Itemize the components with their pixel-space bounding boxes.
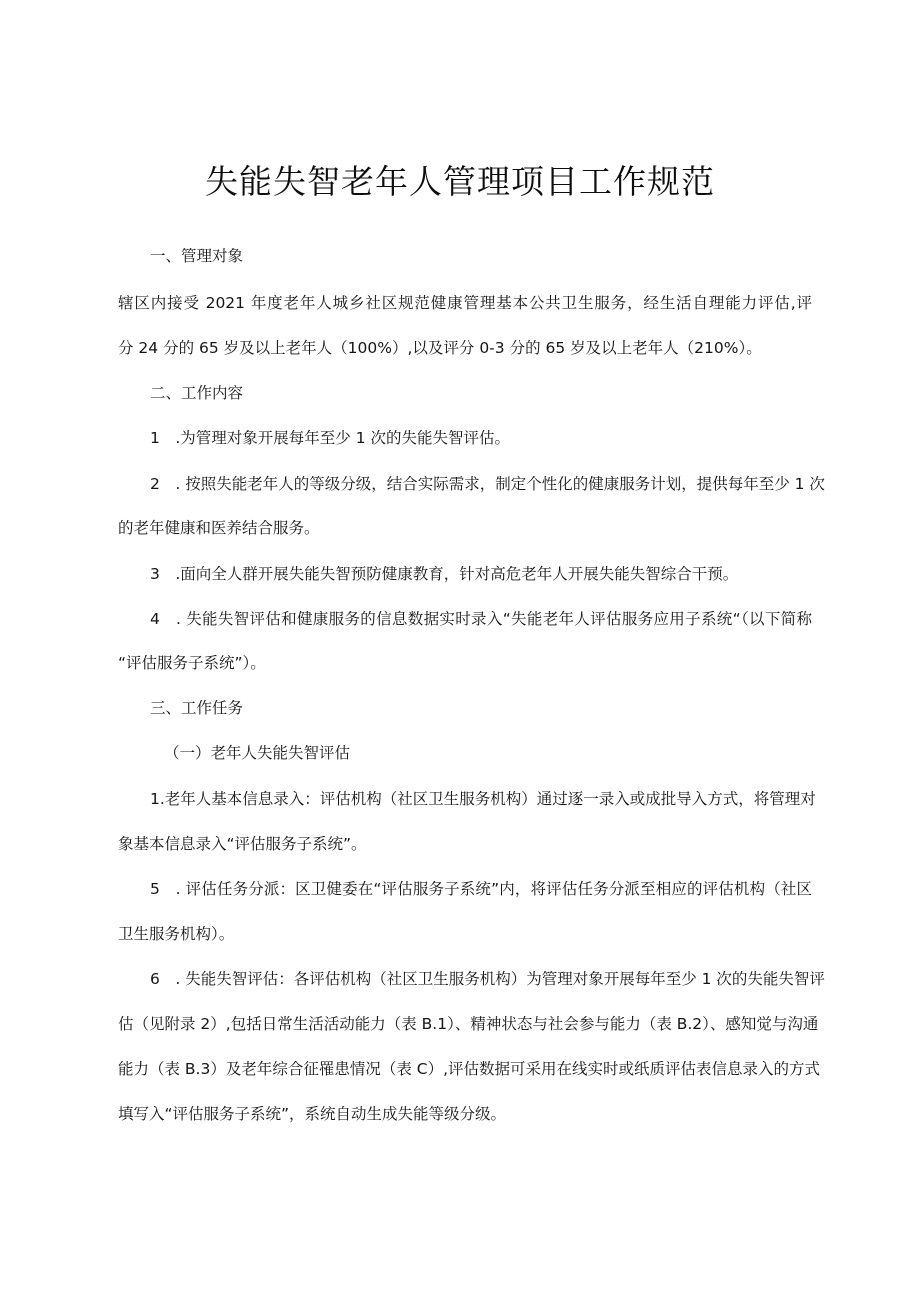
paragraph-line: 分 24 分的 65 岁及以上老年人（100%）,以及评分 0-3 分的 65 岁及以上老年人（210%）。 [118,339,762,357]
list-item-continuation: 能力（表 B.3）及老年综合征罹患情况（表 C）,评估数据可采用在线实时或纸质评估表信息录入的方式 [118,1060,821,1078]
list-item: 1.老年人基本信息录入：评估机构（社区卫生服务机构）通过逐一录入或成批导入方式，将管理对 [150,790,816,808]
page-title: 失能失智老年人管理项目工作规范 [205,162,715,201]
list-item-continuation: 象基本信息录入“评估服务子系统”。 [118,835,367,853]
section-heading-work-content: 二、工作内容 [150,384,244,402]
list-item-continuation: 估（见附录 2）,包括日常生活活动能力（表 B.1）、精神状态与社会参与能力（表 B.2）、感知觉与沟通 [118,1015,819,1033]
list-item: 4 . 失能失智评估和健康服务的信息数据实时录入“失能老年人评估服务应用子系统“（以下简称 [150,610,812,628]
list-item-continuation: 卫生服务机构）。 [118,925,235,943]
list-item-continuation: 的老年健康和医养结合服务。 [118,519,320,537]
list-item: 3 .面向全人群开展失能失智预防健康教育，针对高危老年人开展失能失智综合干预。 [150,565,739,583]
paragraph-line: 辖区内接受 2021 年度老年人城乡社区规范健康管理基本公共卫生服务，经生活自理能力评估,评 [118,294,812,312]
subsection-heading: （一）老年人失能失智评估 [164,744,351,762]
section-heading-work-tasks: 三、工作任务 [150,699,244,717]
list-item: 5 . 评估任务分派：区卫健委在“评估服务子系统”内，将评估任务分派至相应的评估机构（社区 [150,880,812,898]
list-item: 2 . 按照失能老年人的等级分级，结合实际需求，制定个性化的健康服务计划，提供每年至少 1 次 [150,475,825,493]
list-item-continuation: “评估服务子系统”）。 [118,654,266,672]
list-item: 6 . 失能失智评估：各评估机构（社区卫生服务机构）为管理对象开展每年至少 1 次的失能失智评 [150,970,825,988]
list-item-continuation: 填写入“评估服务子系统”，系统自动生成失能等级分级。 [118,1105,507,1123]
list-item: 1 .为管理对象开展每年至少 1 次的失能失智评估。 [150,429,511,447]
section-heading-management-targets: 一、管理对象 [150,247,244,265]
